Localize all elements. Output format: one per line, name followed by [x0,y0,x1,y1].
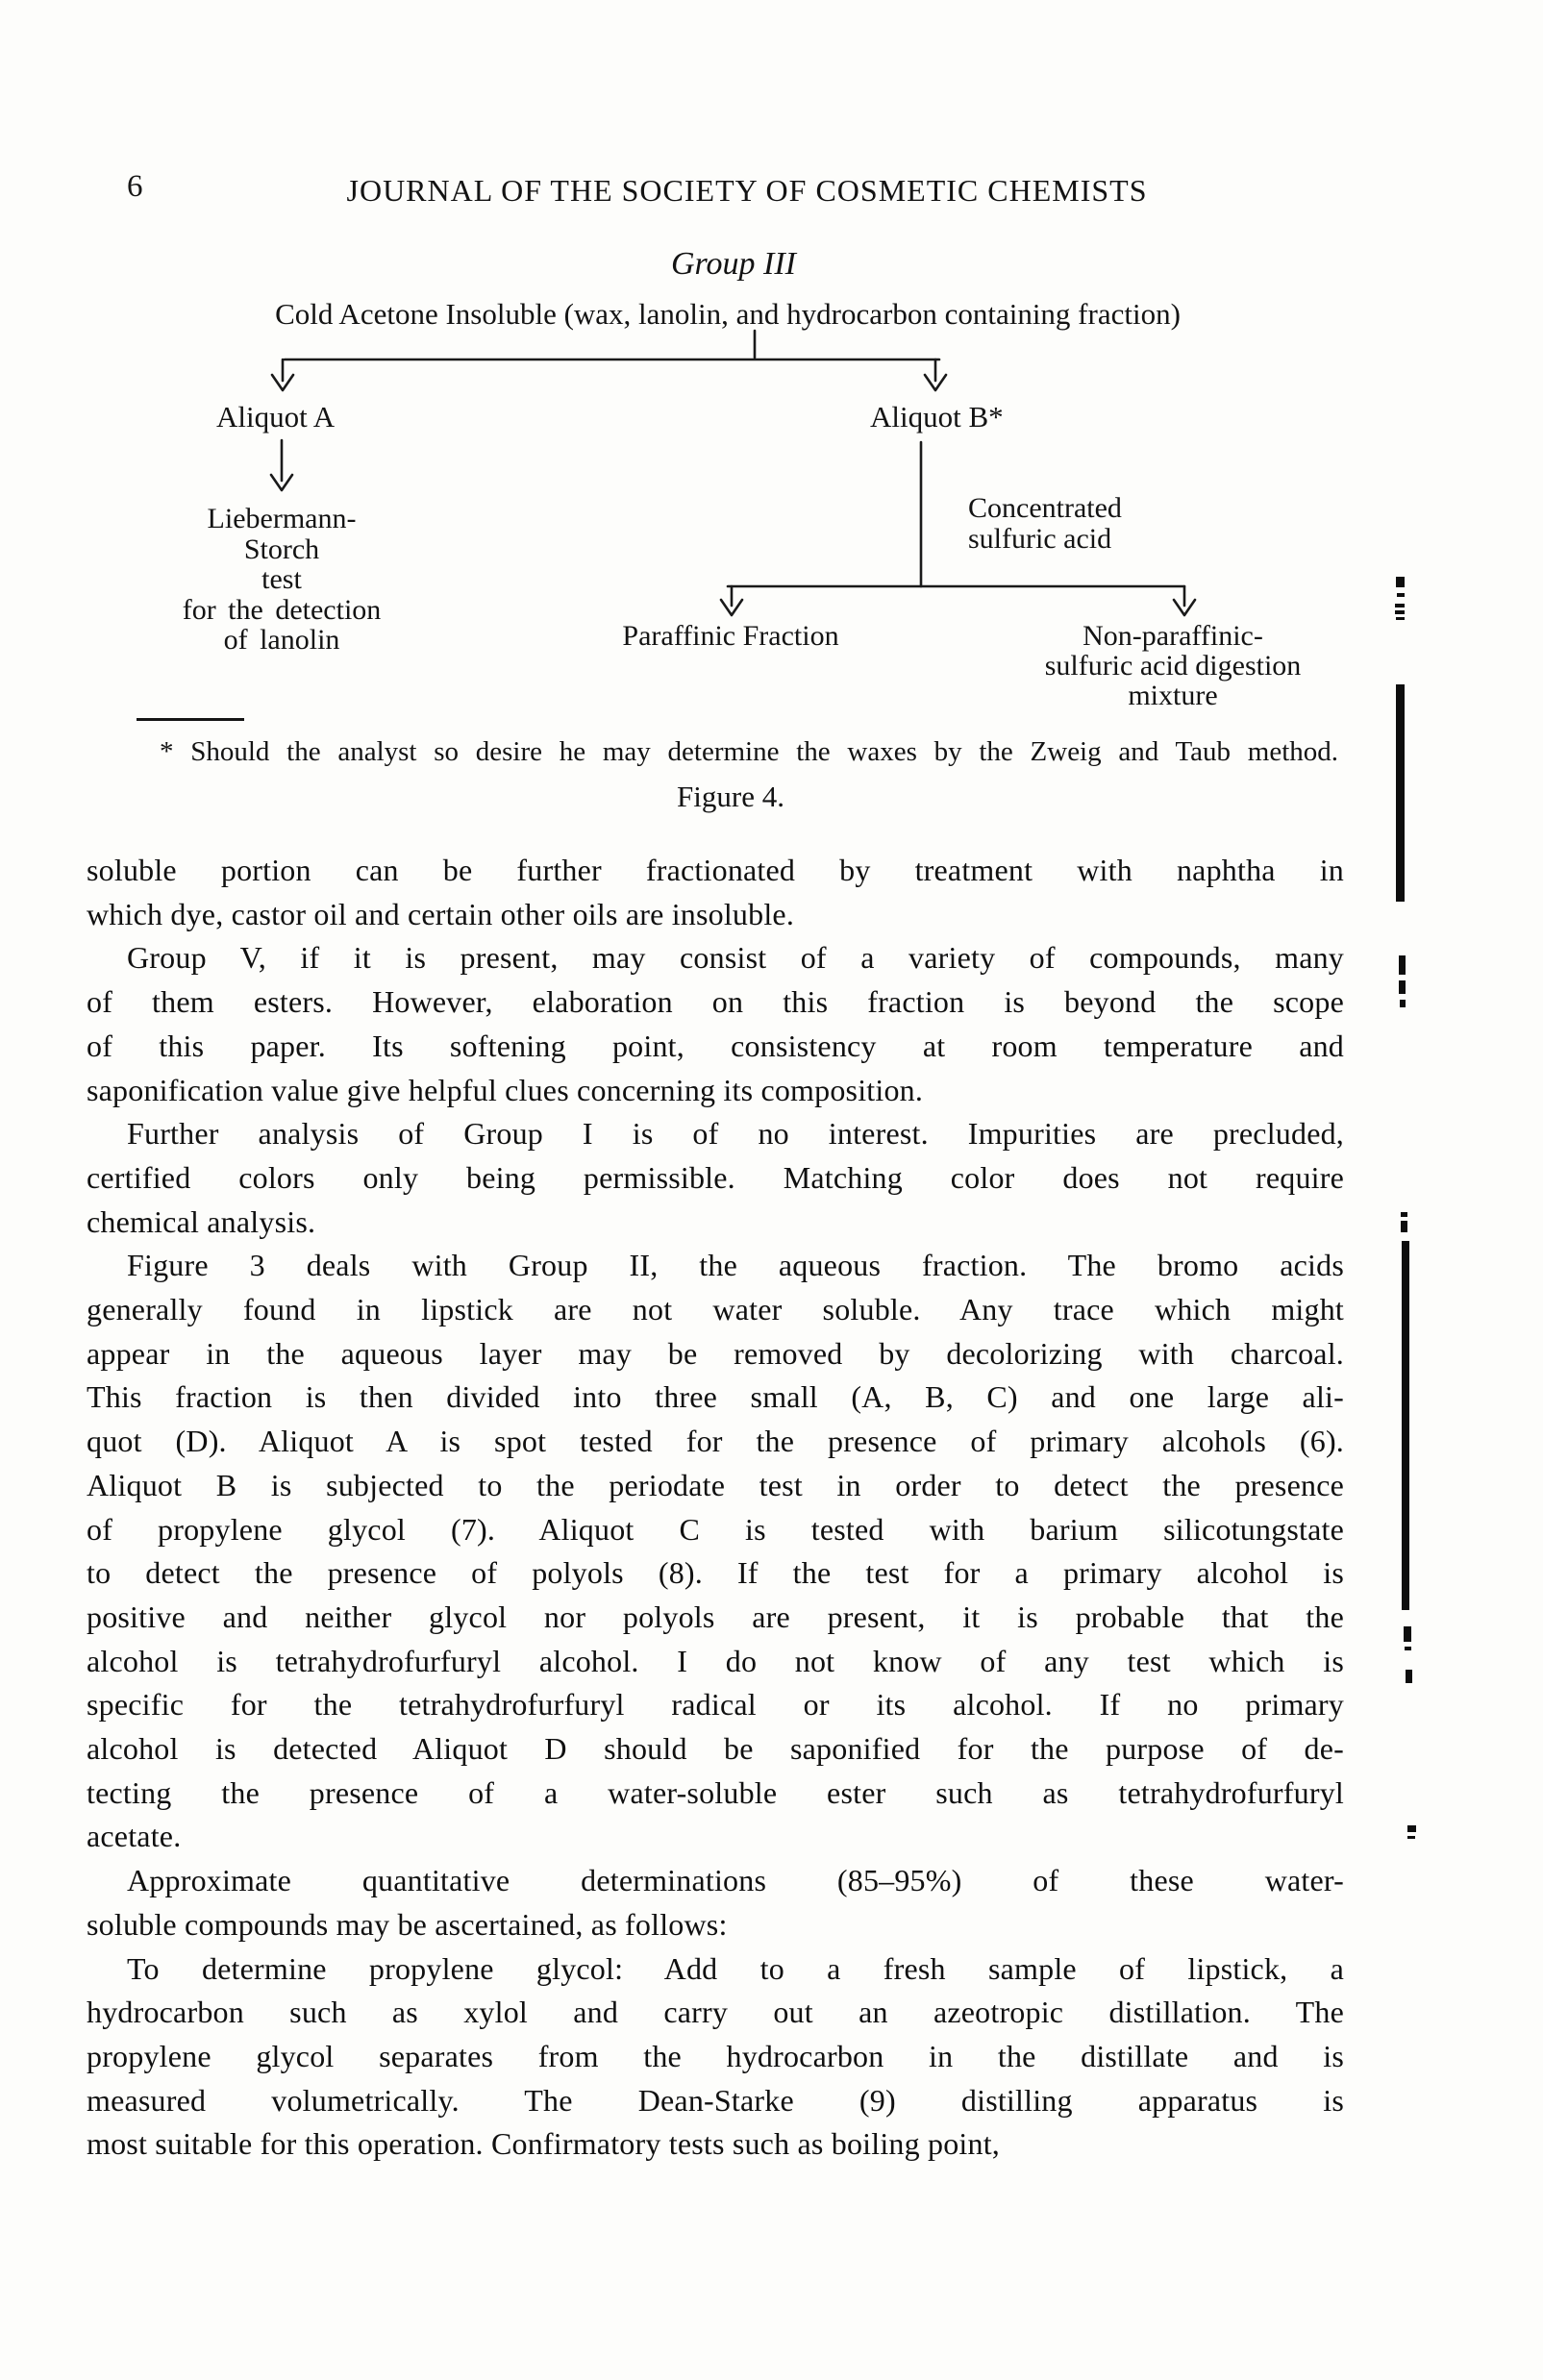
figure-caption: Figure 4. [677,780,784,813]
margin-mark [1399,955,1406,975]
node-aliquot-a: Aliquot A [216,400,336,434]
margin-mark [1397,593,1405,597]
node-line: sulfuric acid digestion [1044,650,1302,682]
body-text-line: Group V, if it is present, may consist of a variety of compounds, many [127,940,1344,976]
page-number: 6 [127,169,143,204]
running-title: JOURNAL OF THE SOCIETY OF COSMETIC CHEMISTS [346,173,1148,208]
body-text-line: soluble compounds may be ascertained, as follows: [87,1906,728,1942]
body-text-line: specific for the tetrahydrofurfuryl radical or its alcohol. If no primary [87,1687,1344,1723]
node-line: mixture [1128,680,1218,711]
node-liebermann-storch-test [150,504,413,656]
node-line: Liebermann- [207,503,357,534]
body-text-line: to detect the presence of polyols (8). If the test for a primary alcohol is [87,1555,1344,1591]
margin-mark [1407,1825,1416,1832]
node-line: of lanolin [223,624,340,656]
body-text-line: acetate. [87,1819,182,1854]
node-concentrated-sulfuric-acid [968,493,1122,554]
body-text-line: generally found in lipstick are not water soluble. Any trace which might [87,1292,1344,1327]
body-text-line: alcohol is detected Aliquot D should be saponified for the purpose of de- [87,1731,1344,1767]
figure-footnote: * Should the analyst so desire he may determine the waxes by the Zweig and Taub method. [160,736,1338,767]
node-line: test [261,563,302,595]
footnote-rule [137,718,244,721]
body-text-line: propylene glycol separates from the hydrocarbon in the distillate and is [87,2038,1344,2073]
body-text-line: of propylene glycol (7). Aliquot C is tested with barium silicotungstate [87,1511,1344,1547]
body-text-line: chemical analysis. [87,1203,316,1239]
body-text-line: saponification value give helpful clues concerning its composition. [87,1072,924,1107]
body-text [87,849,1344,2167]
margin-mark [1401,1221,1407,1232]
margin-mark [1405,1647,1411,1650]
body-text-line: measured volumetrically. The Dean-Starke (9) distilling apparatus is [87,2082,1344,2118]
body-text-line: Approximate quantitative determinations (85–95%) of these water- [127,1863,1344,1898]
body-text-line: positive and neither glycol nor polyols are present, it is probable that the [87,1599,1344,1634]
body-text-line: Aliquot B is subjected to the periodate test in order to detect the presence [87,1467,1344,1502]
node-line: sulfuric acid [968,522,1112,555]
body-text-line: Figure 3 deals with Group II, the aqueous fraction. The bromo acids [127,1248,1344,1283]
body-text-line: most suitable for this operation. Confirmatory tests such as boiling point, [87,2126,1000,2162]
figure-subtitle: Cold Acetone Insoluble (wax, lanolin, and hydrocarbon containing fraction) [275,297,1181,331]
margin-mark [1396,577,1405,587]
figure-group-title: Group III [671,246,796,282]
margin-mark [1404,1626,1411,1642]
body-text-line: This fraction is then divided into three small (A, B, C) and one large ali- [87,1379,1344,1415]
body-text-line: To determine propylene glycol: Add to a fresh sample of lipstick, a [127,1950,1344,1986]
body-text-line: tecting the presence of a water-soluble ester such as tetrahydrofurfuryl [87,1774,1344,1810]
node-line: Non-paraffinic- [1083,620,1263,652]
body-text-line: Further analysis of Group I is of no interest. Impurities are precluded, [127,1116,1344,1152]
margin-mark [1406,1670,1412,1683]
body-text-line: appear in the aqueous layer may be removed by decolorizing with charcoal. [87,1335,1344,1371]
node-aliquot-b: Aliquot B* [870,400,1004,434]
margin-mark [1402,1241,1409,1610]
margin-mark [1396,684,1405,902]
body-text-line: of them esters. However, elaboration on this fraction is beyond the scope [87,984,1344,1020]
body-text-line: which dye, castor oil and certain other oils are insoluble. [87,896,795,931]
margin-mark [1407,1836,1415,1839]
margin-mark [1399,980,1406,994]
margin-mark [1396,617,1405,620]
node-paraffinic-fraction: Paraffinic Fraction [622,620,839,652]
body-text-line: soluble portion can be further fractionated by treatment with naphtha in [87,853,1344,887]
margin-mark [1395,604,1405,607]
body-text-line: hydrocarbon such as xylol and carry out an azeotropic distillation. The [87,1995,1344,2030]
node-line: for the detection [182,593,382,626]
body-text-line: alcohol is tetrahydrofurfuryl alcohol. I do not know of any test which is [87,1643,1344,1678]
node-line: Storch [243,533,320,565]
body-text-line: quot (D). Aliquot A is spot tested for the presence of primary alcohols (6). [87,1424,1344,1459]
node-line: Concentrated [968,492,1122,524]
body-text-line: certified colors only being permissible. Matching color does not require [87,1159,1344,1195]
node-non-paraffinic-mixture [1017,621,1329,710]
margin-mark [1395,610,1405,614]
body-text-line: of this paper. Its softening point, consistency at room temperature and [87,1028,1344,1063]
margin-mark [1401,1212,1407,1217]
margin-mark [1400,1000,1406,1007]
